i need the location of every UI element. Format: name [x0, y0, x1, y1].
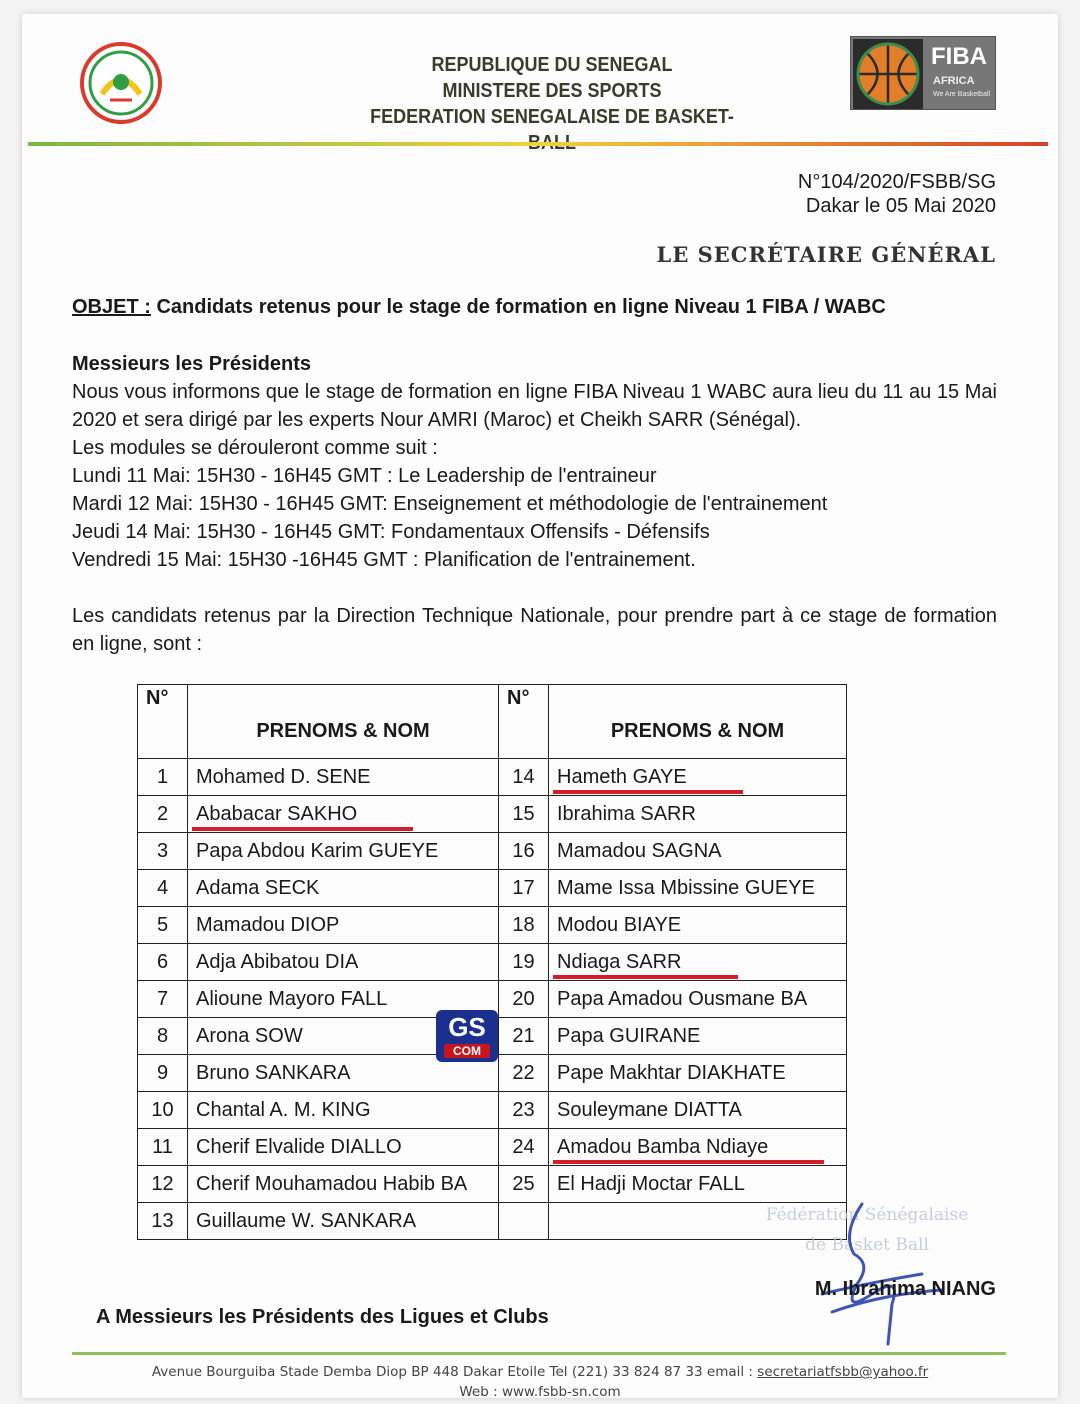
candidate-name-cell [188, 907, 499, 944]
row-number: 25 [512, 1172, 535, 1195]
row-number-cell [138, 944, 188, 981]
gs-watermark-logo [436, 1010, 498, 1062]
fiba-africa-text: AFRICA [933, 75, 975, 87]
row-number: 5 [156, 913, 169, 936]
candidate-name-cell [188, 759, 499, 796]
row-number: 13 [151, 1209, 174, 1232]
candidate-name-cell [188, 796, 499, 833]
row-number: 22 [512, 1061, 535, 1084]
subject-line [72, 296, 886, 319]
candidate-name: Pape Makhtar DIAKHATE [557, 1061, 786, 1084]
candidate-name: Papa Abdou Karim GUEYE [196, 839, 439, 862]
candidate-name: Modou BIAYE [557, 913, 682, 936]
row-number: 17 [512, 876, 535, 899]
basketball-icon [853, 39, 923, 109]
footer-address-line [22, 1362, 1058, 1382]
module-item: Lundi 11 Mai: 15H30 - 16H45 GMT : Le Leadership de l'entraineur [72, 465, 657, 487]
row-number-cell [138, 796, 188, 833]
candidate-name-cell [188, 833, 499, 870]
candidates-intro: Les candidats retenus par la Direction Technique Nationale, pour prendre part à ce stage de formation en ligne, sont : [72, 605, 997, 655]
row-number: 3 [156, 839, 169, 862]
candidate-name: Papa GUIRANE [557, 1024, 701, 1047]
candidate-name: Cherif Mouhamadou Habib BA [196, 1172, 468, 1195]
table-row [138, 944, 847, 981]
watermark-text: GS [448, 1012, 486, 1042]
letterhead [342, 52, 762, 156]
row-number: 18 [512, 913, 535, 936]
candidate-name-cell [549, 981, 847, 1018]
candidate-name: Mamadou SAGNA [557, 839, 722, 862]
name-header: PRENOMS & NOM [549, 685, 847, 759]
row-number-cell [138, 833, 188, 870]
addressee: A Messieurs les Présidents des Ligues et Clubs [96, 1306, 549, 1328]
module-item: Vendredi 15 Mai: 15H30 -16H45 GMT : Planification de l'entrainement. [72, 549, 696, 571]
subject-text: Candidats retenus pour le stage de formation en ligne Niveau 1 FIBA / WABC [156, 296, 886, 318]
row-number-cell [138, 759, 188, 796]
candidate-name: El Hadji Moctar FALL [557, 1172, 745, 1195]
place-date: Dakar le 05 Mai 2020 [805, 195, 996, 217]
row-number: 7 [156, 987, 169, 1010]
row-number-cell [499, 1092, 549, 1129]
candidate-name: Ababacar SAKHO [196, 802, 358, 825]
fiba-tagline: We Are Basketball [933, 91, 991, 98]
row-number-cell [138, 870, 188, 907]
candidate-name: Ibrahima SARR [557, 802, 696, 825]
candidate-name-cell [549, 833, 847, 870]
row-number-cell [138, 1092, 188, 1129]
row-number: 10 [151, 1098, 174, 1121]
intro-paragraph: Nous vous informons que le stage de formation en ligne FIBA Niveau 1 WABC aura lieu du 11 au 15 Mai 2020 et sera dirigé par les experts Nour AMRI (Maroc) et Cheikh SARR (Sénégal). [72, 381, 997, 431]
module-item: Jeudi 14 Mai: 15H30 - 16H45 GMT: Fondamentaux Offensifs - Défensifs [72, 521, 710, 543]
row-number-cell [138, 981, 188, 1018]
row-number: 19 [512, 950, 535, 973]
candidate-name: Mame Issa Mbissine GUEYE [557, 876, 815, 899]
candidate-name-cell [188, 944, 499, 981]
row-number-cell [499, 944, 549, 981]
table-row [138, 1203, 847, 1240]
footer-email-link[interactable]: secretariatfsbb@yahoo.fr [757, 1364, 929, 1380]
row-number: 12 [151, 1172, 174, 1195]
row-number-cell [138, 1018, 188, 1055]
candidate-name: Arona SOW [196, 1024, 303, 1047]
letterhead-line-ministry: MINISTERE DES SPORTS [442, 80, 662, 102]
candidate-name: Guillaume W. SANKARA [196, 1209, 417, 1232]
table-row [138, 907, 847, 944]
row-number-cell [138, 907, 188, 944]
candidate-name: Mamadou DIOP [196, 913, 340, 936]
row-number: 14 [512, 765, 535, 788]
candidate-name: Cherif Elvalide DIALLO [196, 1135, 402, 1158]
row-number-cell [499, 759, 549, 796]
num-header: N° [499, 685, 549, 759]
module-item: Mardi 12 Mai: 15H30 - 16H45 GMT: Enseignement et méthodologie de l'entrainement [72, 493, 828, 515]
name-header: PRENOMS & NOM [188, 685, 499, 759]
candidate-name: Adja Abibatou DIA [196, 950, 359, 973]
row-number: 4 [156, 876, 169, 899]
row-number: 16 [512, 839, 535, 862]
sender-title: LE SECRÉTAIRE GÉNÉRAL [656, 242, 996, 267]
row-number-cell [499, 1203, 549, 1240]
candidate-name-cell [549, 1055, 847, 1092]
candidate-name-cell [188, 1092, 499, 1129]
footer [22, 1362, 1058, 1402]
table-row [138, 796, 847, 833]
row-number-cell [499, 1055, 549, 1092]
table-row [138, 1129, 847, 1166]
candidate-name-cell [188, 1203, 499, 1240]
footer-web: Web : www.fsbb-sn.com [459, 1384, 621, 1400]
stamp-line: Fédération Sénégalaise [765, 1205, 969, 1225]
row-number: 6 [156, 950, 169, 973]
row-number: 1 [156, 765, 169, 788]
candidate-name-cell [549, 1018, 847, 1055]
candidate-name-cell [549, 907, 847, 944]
row-number-cell [499, 833, 549, 870]
greeting: Messieurs les Présidents [72, 353, 312, 375]
row-number: 20 [512, 987, 535, 1010]
letterhead-line-republic: REPUBLIQUE DU SENEGAL [431, 54, 673, 76]
candidate-name-cell [549, 944, 847, 981]
signer-name: M. Ibrahima NIANG [814, 1278, 996, 1300]
letterhead-line-federation: FEDERATION SENEGALAISE DE BASKET- [370, 106, 734, 128]
candidate-name: Chantal A. M. KING [196, 1098, 371, 1121]
reference-block [798, 170, 996, 218]
fiba-africa-logo [850, 36, 996, 110]
row-number: 23 [512, 1098, 535, 1121]
row-number-cell [499, 1018, 549, 1055]
row-number-cell [499, 870, 549, 907]
candidate-name: Ndiaga SARR [557, 950, 682, 973]
candidate-name: Amadou Bamba Ndiaye [557, 1135, 769, 1158]
letter-page [22, 14, 1058, 1398]
table-row [138, 833, 847, 870]
candidate-name-cell [188, 1129, 499, 1166]
candidate-name: Mohamed D. SENE [196, 765, 371, 788]
candidate-name: Bruno SANKARA [196, 1061, 351, 1084]
subject-label: OBJET : [72, 296, 151, 318]
row-number: 11 [152, 1135, 173, 1158]
row-number: 2 [156, 802, 169, 825]
header-divider [28, 142, 1048, 146]
row-number: 21 [512, 1024, 535, 1047]
handwritten-signature [802, 1194, 952, 1354]
stamp-line: de Basket Ball [805, 1235, 929, 1255]
candidates-table [137, 684, 847, 1240]
candidate-name-cell [549, 796, 847, 833]
row-number-cell [138, 1203, 188, 1240]
row-number-cell [499, 1166, 549, 1203]
row-number-cell [499, 907, 549, 944]
candidate-name-cell [188, 1166, 499, 1203]
modules-intro: Les modules se dérouleront comme suit : [72, 437, 438, 459]
row-number-cell [138, 1055, 188, 1092]
table-row [138, 1092, 847, 1129]
candidate-name-cell [549, 870, 847, 907]
table-header-row [138, 685, 847, 759]
fsbb-logo [80, 42, 162, 124]
row-number-cell [138, 1166, 188, 1203]
watermark-sub: COM [444, 1044, 490, 1058]
candidate-name-cell [549, 759, 847, 796]
letter-body [72, 350, 997, 658]
table-row [138, 870, 847, 907]
reference-number: N°104/2020/FSBB/SG [797, 171, 996, 193]
table-row [138, 1166, 847, 1203]
footer-address: Avenue Bourguiba Stade Demba Diop BP 448 Dakar Etoile Tel (221) 33 824 87 33 email : [151, 1364, 753, 1380]
footer-divider [72, 1352, 1006, 1355]
fiba-wordmark: FIBA [931, 43, 987, 70]
candidate-name: Alioune Mayoro FALL [196, 987, 388, 1010]
candidate-name: Souleymane DIATTA [557, 1098, 742, 1121]
table-row [138, 759, 847, 796]
row-number: 24 [512, 1135, 535, 1158]
row-number-cell [499, 1129, 549, 1166]
candidate-name-cell [188, 870, 499, 907]
row-number: 15 [512, 802, 535, 825]
num-header: N° [138, 685, 188, 759]
candidate-name: Papa Amadou Ousmane BA [557, 987, 808, 1010]
candidate-name-cell [549, 1092, 847, 1129]
row-number-cell [499, 981, 549, 1018]
candidates-table-body [138, 759, 847, 1240]
row-number: 9 [156, 1061, 169, 1084]
row-number: 8 [156, 1024, 169, 1047]
row-number-cell [499, 796, 549, 833]
candidate-name-cell [549, 1129, 847, 1166]
candidate-name: Hameth GAYE [557, 765, 687, 788]
candidate-name: Adama SECK [196, 876, 320, 899]
row-number-cell [138, 1129, 188, 1166]
